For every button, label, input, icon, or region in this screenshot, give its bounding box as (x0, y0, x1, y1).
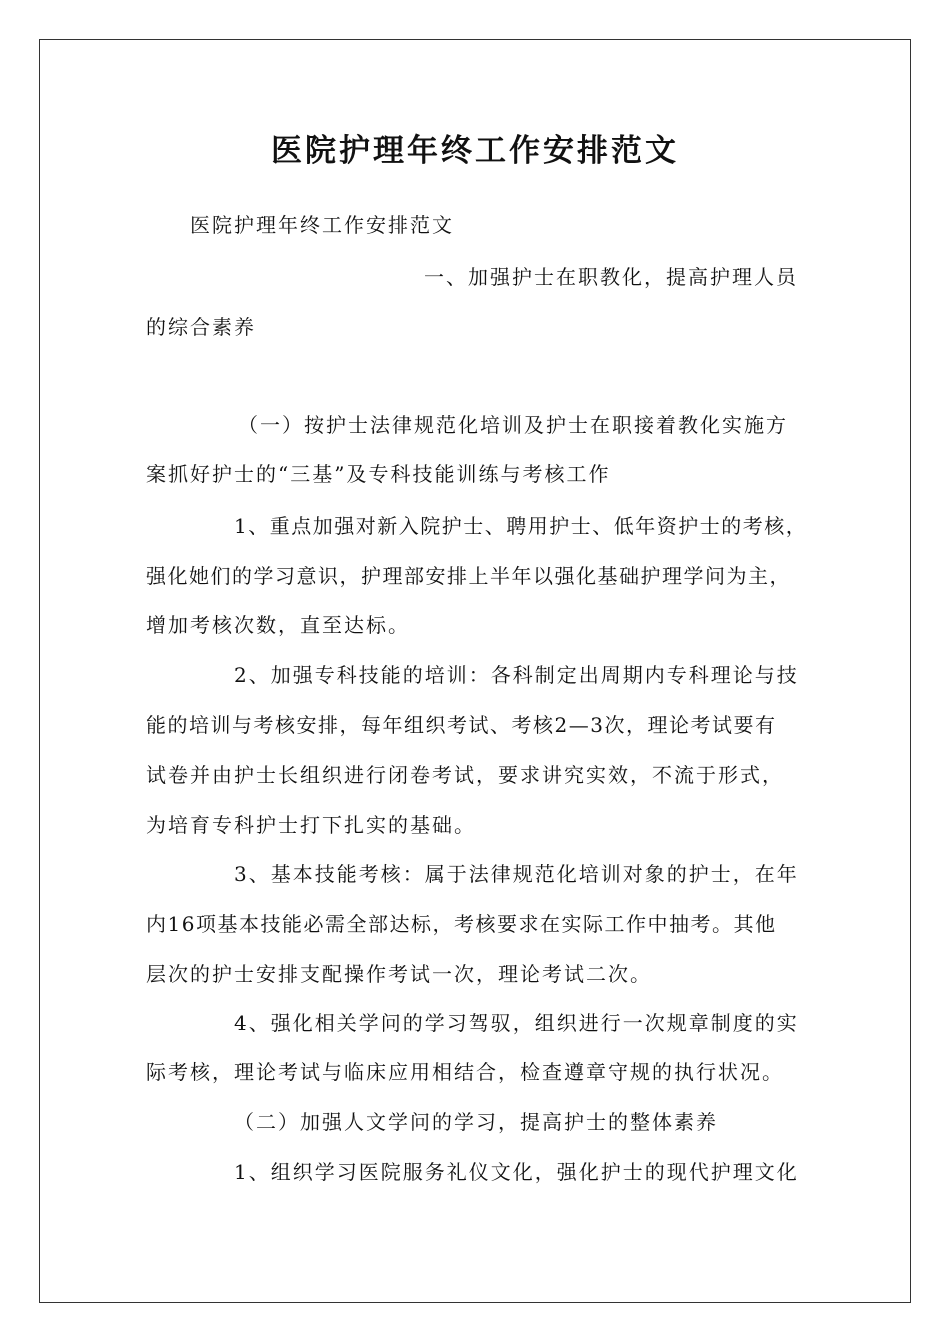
paragraph-line: 内16项基本技能必需全部达标，考核要求在实际工作中抽考。其他 (146, 912, 777, 936)
paragraph-line: 际考核，理论考试与临床应用相结合，检查遵章守规的执行状况。 (146, 1060, 784, 1084)
paragraph-line: 强化她们的学习意识，护理部安排上半年以强化基础护理学问为主， (146, 564, 791, 588)
subsection-heading-2: （二）加强人文学问的学习，提高护士的整体素养 (234, 1110, 718, 1134)
subtitle-line: 医院护理年终工作安排范文 (190, 213, 454, 237)
subsection-heading-1: （一）按护士法律规范化培训及护士在职接着教化实施方 (238, 413, 788, 437)
paragraph-line: 试卷并由护士长组织进行闭卷考试，要求讲究实效，不流于形式， (146, 763, 784, 787)
paragraph-line: 1、重点加强对新入院护士、聘用护士、低年资护士的考核， (234, 514, 808, 538)
paragraph-line: 2、加强专科技能的培训：各科制定出周期内专科理论与技 (234, 663, 799, 687)
document-title: 医院护理年终工作安排范文 (271, 133, 679, 169)
subsection-heading-1-cont: 案抓好护士的“三基”及专科技能训练与考核工作 (146, 462, 611, 486)
paragraph-line: 能的培训与考核安排，每年组织考试、考核2—3次，理论考试要有 (146, 713, 777, 737)
paragraph-line: 增加考核次数，直至达标。 (146, 613, 410, 637)
paragraph-line: 3、基本技能考核：属于法律规范化培训对象的护士，在年 (234, 862, 799, 886)
paragraph-line: 为培育专科护士打下扎实的基础。 (146, 813, 476, 837)
paragraph-line: 1、组织学习医院服务礼仪文化，强化护士的现代护理文化 (234, 1160, 799, 1184)
section-heading-1-cont: 的综合素养 (146, 315, 256, 339)
section-heading-1: 一、加强护士在职教化，提高护理人员 (424, 265, 798, 289)
paragraph-line: 层次的护士安排支配操作考试一次，理论考试二次。 (146, 962, 652, 986)
paragraph-line: 4、强化相关学问的学习驾驭，组织进行一次规章制度的实 (234, 1011, 799, 1035)
